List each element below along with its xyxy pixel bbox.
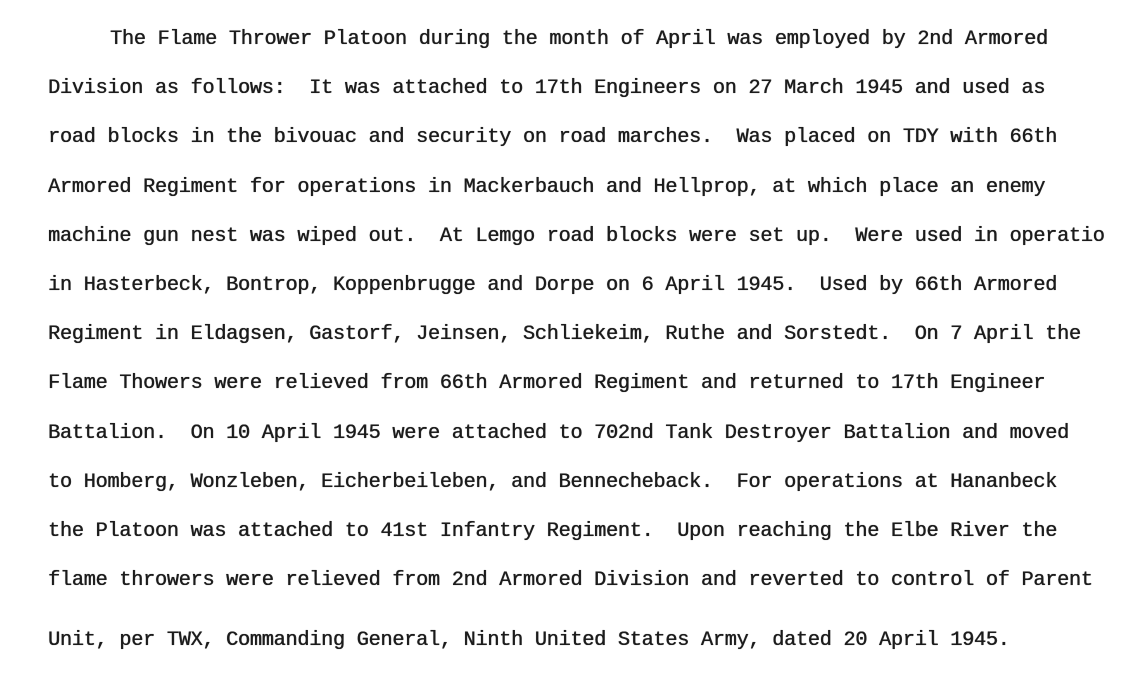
paragraph-line-10: to Homberg, Wonzleben, Eicherbeileben, and Bennecheback. For operations at Hananbeck bbox=[48, 471, 1058, 494]
paragraph-line-13: Unit, per TWX, Commanding General, Ninth United States Army, dated 20 April 1945. bbox=[48, 629, 1010, 652]
paragraph-line-8: Flame Thowers were relieved from 66th Armored Regiment and returned to 17th Engineer bbox=[48, 372, 1046, 395]
paragraph-line-3: road blocks in the bivouac and security on road marches. Was placed on TDY with 66th bbox=[48, 126, 1058, 149]
paragraph-line-12: flame throwers were relieved from 2nd Armored Division and reverted to control of Parent bbox=[48, 569, 1093, 592]
paragraph-line-7: Regiment in Eldagsen, Gastorf, Jeinsen, Schliekeim, Ruthe and Sorstedt. On 7 April the bbox=[48, 323, 1081, 346]
paragraph-line-5: machine gun nest was wiped out. At Lemgo road blocks were set up. Were used in operatio bbox=[48, 225, 1105, 248]
paragraph-line-4: Armored Regiment for operations in Mackerbauch and Hellprop, at which place an enemy bbox=[48, 176, 1046, 199]
paragraph-line-11: the Platoon was attached to 41st Infantry Regiment. Upon reaching the Elbe River the bbox=[48, 520, 1058, 543]
paragraph-line-2: Division as follows: It was attached to 17th Engineers on 27 March 1945 and used as bbox=[48, 77, 1046, 100]
paragraph-line-9: Battalion. On 10 April 1945 were attached to 702nd Tank Destroyer Battalion and moved bbox=[48, 422, 1069, 445]
paragraph-line-1: The Flame Thrower Platoon during the month of April was employed by 2nd Armored bbox=[110, 28, 1048, 51]
paragraph-line-6: in Hasterbeck, Bontrop, Koppenbrugge and Dorpe on 6 April 1945. Used by 66th Armored bbox=[48, 274, 1058, 297]
